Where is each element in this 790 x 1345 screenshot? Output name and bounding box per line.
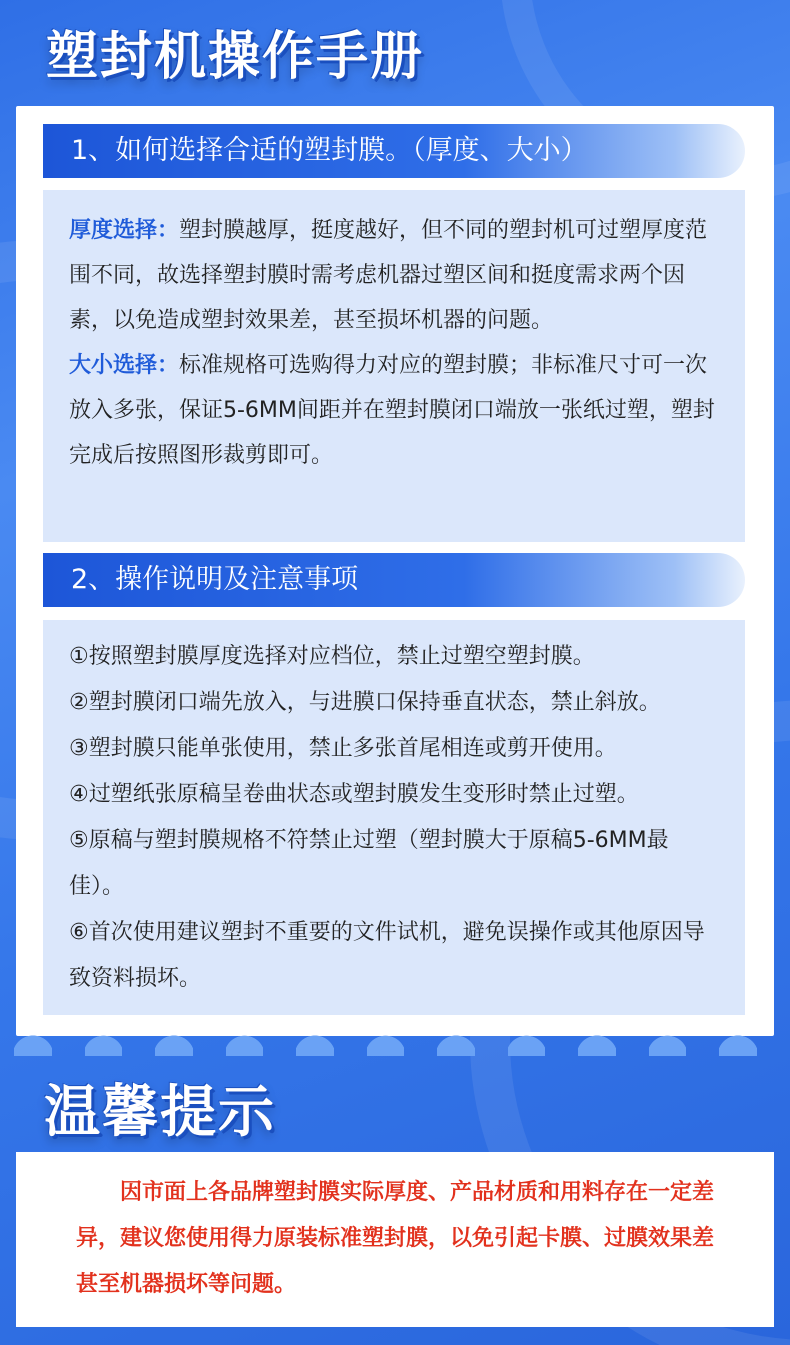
list-item: ⑤原稿与塑封膜规格不符禁止过塑（塑封膜大于原稿5-6MM最佳）。 [69,828,669,899]
list-item: ③塑封膜只能单张使用，禁止多张首尾相连或剪开使用。 [69,736,617,761]
size-label: 大小选择： [69,353,180,378]
list-item: ⑥首次使用建议塑封不重要的文件试机，避免误操作或其他原因导致资料损坏。 [69,920,705,991]
section-heading-operation-notes: 2、操作说明及注意事项 [43,553,745,607]
list-item: ②塑封膜闭口端先放入，与进膜口保持垂直状态，禁止斜放。 [69,690,661,715]
list-item: ①按照塑封膜厚度选择对应档位，禁止过塑空塑封膜。 [69,644,595,669]
size-text: 标准规格可选购得力对应的塑封膜；非标准尺寸可一次放入多张，保证5-6MM间距并在塑封膜闭口端放一张纸过塑，塑封完成后按照图形裁剪即可。 [69,353,715,468]
page-title: 塑封机操作手册 [46,27,425,87]
list-item: ④过塑纸张原稿呈卷曲状态或塑封膜发生变形时禁止过塑。 [69,782,639,807]
scallop-divider [0,1028,790,1058]
tips-text: 因市面上各品牌塑封膜实际厚度、产品材质和用料存在一定差异，建议您使用得力原装标准塑封膜，以免引起卡膜、过膜效果差甚至机器损坏等问题。 [76,1180,715,1297]
section-heading-film-selection: 1、如何选择合适的塑封膜。（厚度、大小） [43,124,745,178]
thickness-label: 厚度选择： [69,218,180,243]
operation-notes-content [43,620,745,1015]
tips-title: 温馨提示 [44,1080,276,1145]
tips-box [16,1152,774,1327]
thickness-paragraph [69,208,723,343]
film-selection-content [43,190,745,542]
thickness-text: 塑封膜越厚，挺度越好，但不同的塑封机可过塑厚度范围不同，故选择塑封膜时需考虑机器过塑区间和挺度需求两个因素，以免造成塑封效果差，甚至损坏机器的问题。 [69,218,708,333]
size-paragraph [69,343,723,478]
